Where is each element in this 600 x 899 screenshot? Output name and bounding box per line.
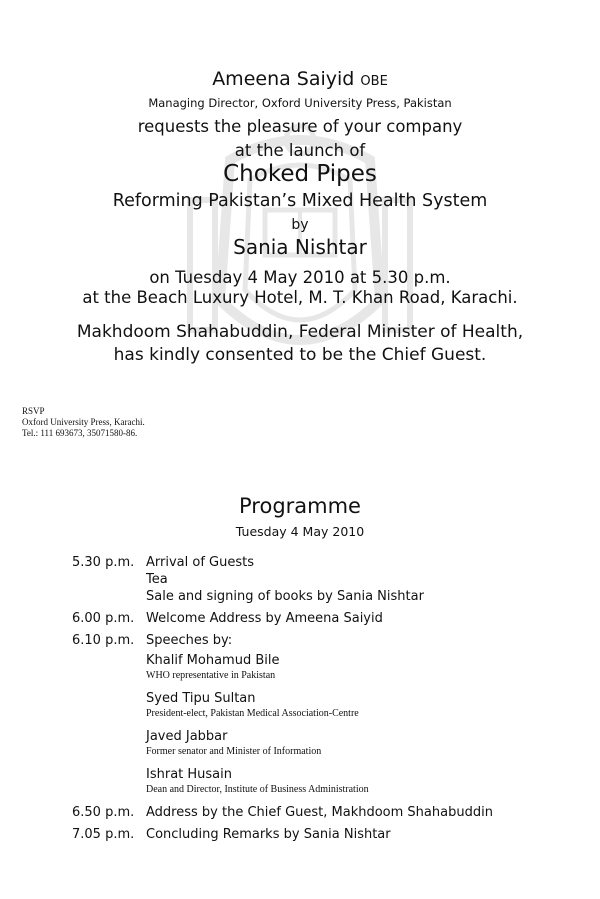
schedule-row <box>0 632 600 796</box>
speaker-description: Former senator and Minister of Information <box>146 746 322 757</box>
host-name: Ameena Saiyid <box>212 68 355 90</box>
book-subtitle: Reforming Pakistan’s Mixed Health System <box>112 191 488 211</box>
launch-of: at the launch of <box>234 141 366 160</box>
schedule-item: Concluding Remarks by Sania Nishtar <box>146 827 391 842</box>
schedule-row <box>0 826 600 843</box>
host-honour: OBE <box>360 74 388 89</box>
programme-schedule <box>0 554 600 843</box>
invitation-request: requests the pleasure of your company <box>137 117 463 136</box>
speaker-entry <box>146 691 600 720</box>
book-title: Choked Pipes <box>223 161 377 187</box>
rsvp-block <box>22 406 145 439</box>
speaker-name: Javed Jabbar <box>146 729 228 744</box>
speaker-description: WHO representative in Pakistan <box>146 670 276 681</box>
speaker-name: Ishrat Husain <box>146 767 232 782</box>
event-date-time: on Tuesday 4 May 2010 at 5.30 p.m. <box>149 268 451 287</box>
speaker-entry <box>146 653 600 682</box>
schedule-item: Address by the Chief Guest, Makhdoom Shahabuddin <box>146 805 493 820</box>
rsvp-tel: Tel.: 111 693673, 35071580-86. <box>22 428 138 438</box>
speaker-name: Syed Tipu Sultan <box>146 691 256 706</box>
schedule-item: Sale and signing of books by Sania Nishtar <box>146 589 424 604</box>
schedule-item: Welcome Address by Ameena Saiyid <box>146 611 383 626</box>
programme-heading: Programme <box>239 494 361 518</box>
host-title: Managing Director, Oxford University Press, Pakistan <box>148 96 452 110</box>
schedule-row <box>0 610 600 627</box>
author-name: Sania Nishtar <box>233 235 367 259</box>
chief-guest-line-2: has kindly consented to be the Chief Guest. <box>113 345 487 365</box>
speaker-description: Dean and Director, Institute of Business Administration <box>146 784 369 795</box>
speaker-entry <box>146 729 600 758</box>
by-label: by <box>291 217 309 233</box>
schedule-row <box>0 804 600 821</box>
host-name-line <box>0 68 600 90</box>
rsvp-label: RSVP <box>22 406 45 416</box>
event-venue: at the Beach Luxury Hotel, M. T. Khan Road, Karachi. <box>82 288 518 307</box>
schedule-time: 6.10 p.m. <box>72 633 135 648</box>
schedule-time: 6.50 p.m. <box>72 805 135 820</box>
speaker-description: President-elect, Pakistan Medical Association-Centre <box>146 708 359 719</box>
schedule-row <box>0 554 600 605</box>
speaker-name: Khalif Mohamud Bile <box>146 653 280 668</box>
schedule-item: Speeches by: <box>146 633 233 648</box>
speaker-entry <box>146 767 600 796</box>
schedule-time: 6.00 p.m. <box>72 611 135 626</box>
schedule-item: Tea <box>146 572 168 587</box>
rsvp-org: Oxford University Press, Karachi. <box>22 417 145 427</box>
programme-date: Tuesday 4 May 2010 <box>235 524 365 539</box>
schedule-item: Arrival of Guests <box>146 555 254 570</box>
chief-guest-line-1: Makhdoom Shahabuddin, Federal Minister of Health, <box>76 322 524 342</box>
schedule-time: 5.30 p.m. <box>72 555 135 570</box>
schedule-time: 7.05 p.m. <box>72 827 135 842</box>
